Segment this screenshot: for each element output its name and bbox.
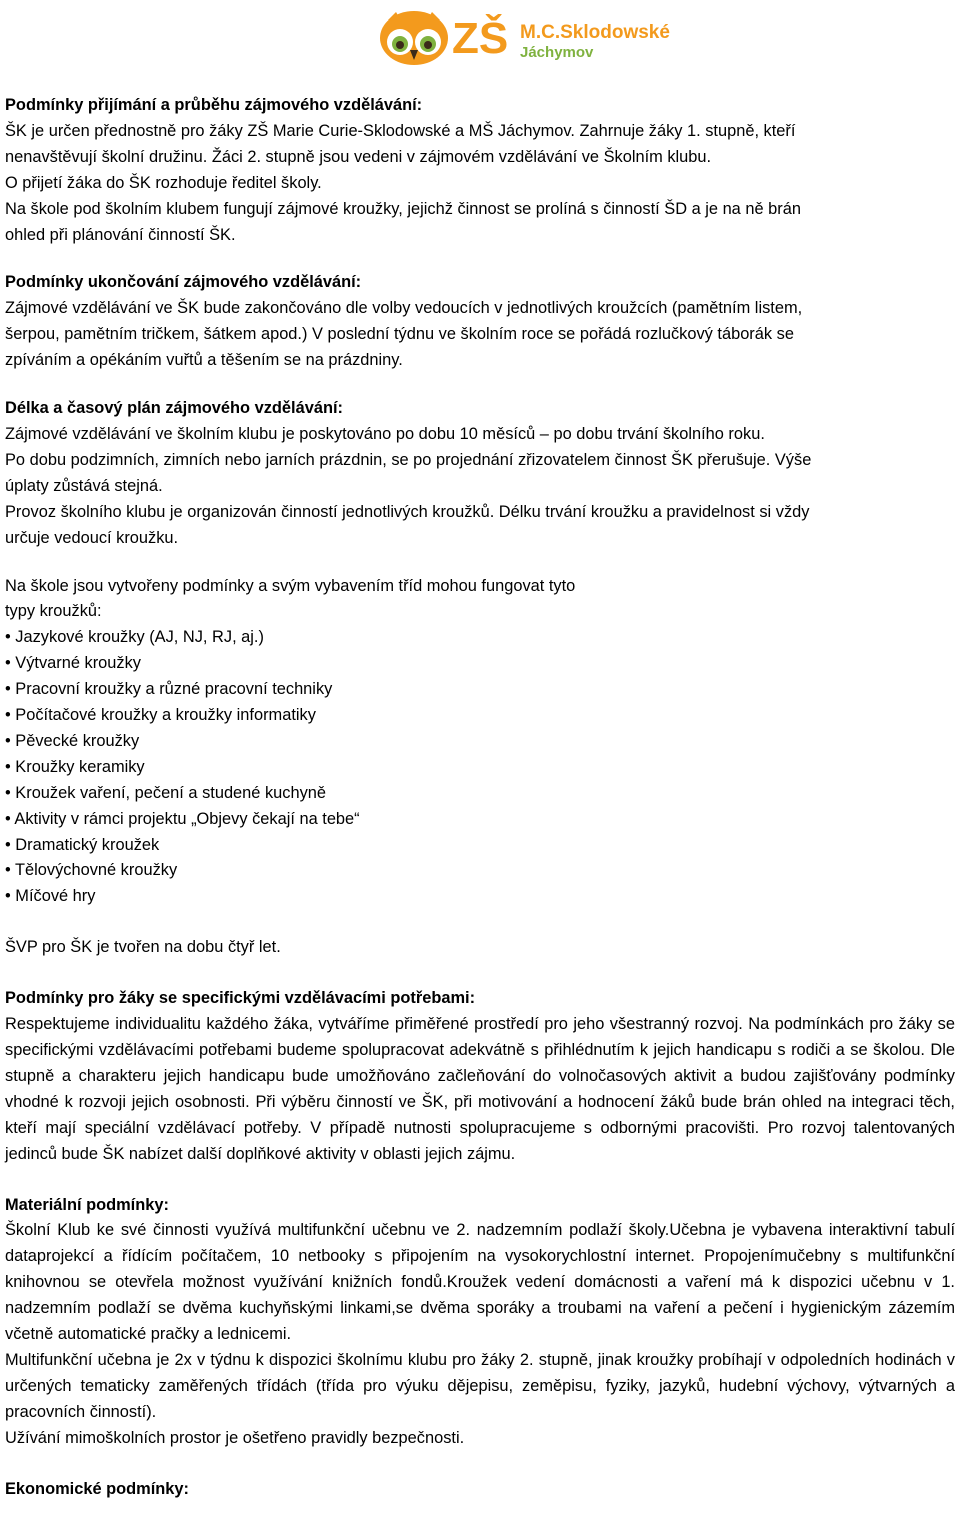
logo-abbrev: ZŠ — [452, 14, 509, 63]
termination-line: Zájmové vzdělávání ve ŠK bude zakončováno dle volby vedoucích v jednotlivých kroužcích (pamětním listem, — [5, 299, 803, 318]
school-logo — [378, 10, 668, 70]
list-item: • Výtvarné kroužky — [5, 651, 955, 677]
special-needs-text: Respektujeme individualitu každého žáka, vytváříme přiměřené prostředí pro jeho všestranný rozvoj. Na podmínkách pro žáky se specifickými vzdělávacími potřebami budeme spolupracovat adekvátně s přihlédnutím k jejich handicapu s rodiči a se školou. Dle stupně a charakteru jejich handicapu bude umožňováno začleňování do volnočasových aktivit a budou zajišťovány podmínky vhodné k rozvoji jejich osobnosti. Při výběru činností ve ŠK, při motivování a hodnocení žáků bude brán ohled na integraci těch, kteří mají speciální vzdělávací potřeby. V případě nutnosti spolupracujeme s odbornými pracovišti. Pro rozvoj talentovaných jedinců bude ŠK nabízet další doplňkové aktivity v oblasti jejich zájmu. — [5, 1015, 955, 1163]
svp-note: ŠVP pro ŠK je tvořen na dobu čtyř let. — [5, 938, 281, 957]
logo-line1: M.C.Sklodowské — [520, 22, 670, 43]
schedule-line: určuje vedoucí kroužku. — [5, 528, 179, 547]
list-item: • Míčové hry — [5, 884, 955, 910]
list-item: • Kroužek vaření, pečení a studené kuchyně — [5, 781, 955, 807]
clubs-intro: Na škole jsou vytvořeny podmínky a svým vybavením tříd mohou fungovat tyto — [5, 576, 576, 595]
clubs-intro: typy kroužků: — [5, 602, 102, 621]
termination-line: šerpou, pamětním tričkem, šátkem apod.) V poslední týdnu ve školním roce se pořádá rozlučkový táborák se — [5, 325, 794, 344]
document-body — [5, 93, 955, 1503]
termination-line: zpíváním a opékáním vuřtů a těšením se na prázdniny. — [5, 351, 403, 370]
list-item: • Dramatický kroužek — [5, 833, 955, 859]
termination-heading: Podmínky ukončování zájmového vzdělávání: — [5, 273, 362, 292]
admission-line: O přijetí žáka do ŠK rozhoduje ředitel školy. — [5, 173, 322, 192]
economic-heading: Ekonomické podmínky: — [5, 1479, 189, 1498]
admission-line: nenavštěvují školní družinu. Žáci 2. stupně jsou vedeni v zájmovém vzdělávání ve Školním klubu. — [5, 147, 712, 166]
logo-line2: Jáchymov — [520, 44, 594, 61]
list-item: • Tělovýchovné kroužky — [5, 858, 955, 884]
list-item: • Aktivity v rámci projektu „Objevy čekají na tebe“ — [5, 807, 955, 833]
list-item: • Pracovní kroužky a různé pracovní techniky — [5, 677, 955, 703]
schedule-line: Po dobu podzimních, zimních nebo jarních prázdnin, se po projednání zřizovatelem činnost ŠK přerušuje. Výše — [5, 450, 812, 469]
schedule-line: Zájmové vzdělávání ve školním klubu je poskytováno po dobu 10 měsíců – po dobu trvání školního roku. — [5, 424, 765, 443]
schedule-line: úplaty zůstává stejná. — [5, 476, 163, 495]
material-heading: Materiální podmínky: — [5, 1195, 169, 1214]
admission-line: ohled při plánování činností ŠK. — [5, 225, 236, 244]
material-text: Multifunkční učebna je 2x v týdnu k dispozici školnímu klubu pro žáky 2. stupně, jinak kroužky probíhají v odpoledních hodinách v určených tematicky zaměřených třídách (třída pro výuku dějepisu, zeměpisu, fyziky, jazyků, hudební výchovy, výtvarných a pracovních činností). — [5, 1350, 955, 1421]
material-text: Užívání mimoškolních prostor je ošetřeno pravidly bezpečnosti. — [5, 1428, 465, 1447]
list-item: • Pěvecké kroužky — [5, 729, 955, 755]
schedule-heading: Délka a časový plán zájmového vzdělávání: — [5, 399, 343, 418]
list-item: • Počítačové kroužky a kroužky informatiky — [5, 703, 955, 729]
special-needs-heading: Podmínky pro žáky se specifickými vzdělávacími potřebami: — [5, 989, 476, 1008]
clubs-list — [5, 625, 955, 910]
material-text: Školní Klub ke své činnosti využívá multifunkční učebnu ve 2. nadzemním podlaží školy.Učebna je vybavena interaktivní tabulí dataprojekcí a řídícím počítačem, 10 netbooky s připojením na vysokorychlostní internet. Propojenímučebny s multifunkční knihovnou se otevřela možnost využívání knižních fondů.Kroužek vedení domácnosti a vaření má k dispozici učebnu v 1. nadzemním podlaží se dvěma kuchyňskými linkami,se dvěma sporáky a troubami na vaření a pečení i hygienickým zázemím včetně automatické pračky a lednicemi. — [5, 1221, 955, 1344]
schedule-line: Provoz školního klubu je organizován činností jednotlivých kroužků. Délku trvání kroužku a pravidelnost si vždy — [5, 502, 810, 521]
list-item: • Jazykové kroužky (AJ, NJ, RJ, aj.) — [5, 625, 955, 651]
admission-line: Na škole pod školním klubem fungují zájmové kroužky, jejichž činnost se prolíná s činností ŠD a je na ně brán — [5, 199, 801, 218]
admission-heading: Podmínky přijímání a průběhu zájmového vzdělávání: — [5, 96, 423, 114]
list-item: • Kroužky keramiky — [5, 755, 955, 781]
admission-line: ŠK je určen přednostně pro žáky ZŠ Marie Curie-Sklodowské a MŠ Jáchymov. Zahrnuje žáky 1. stupně, kteří — [5, 121, 796, 140]
